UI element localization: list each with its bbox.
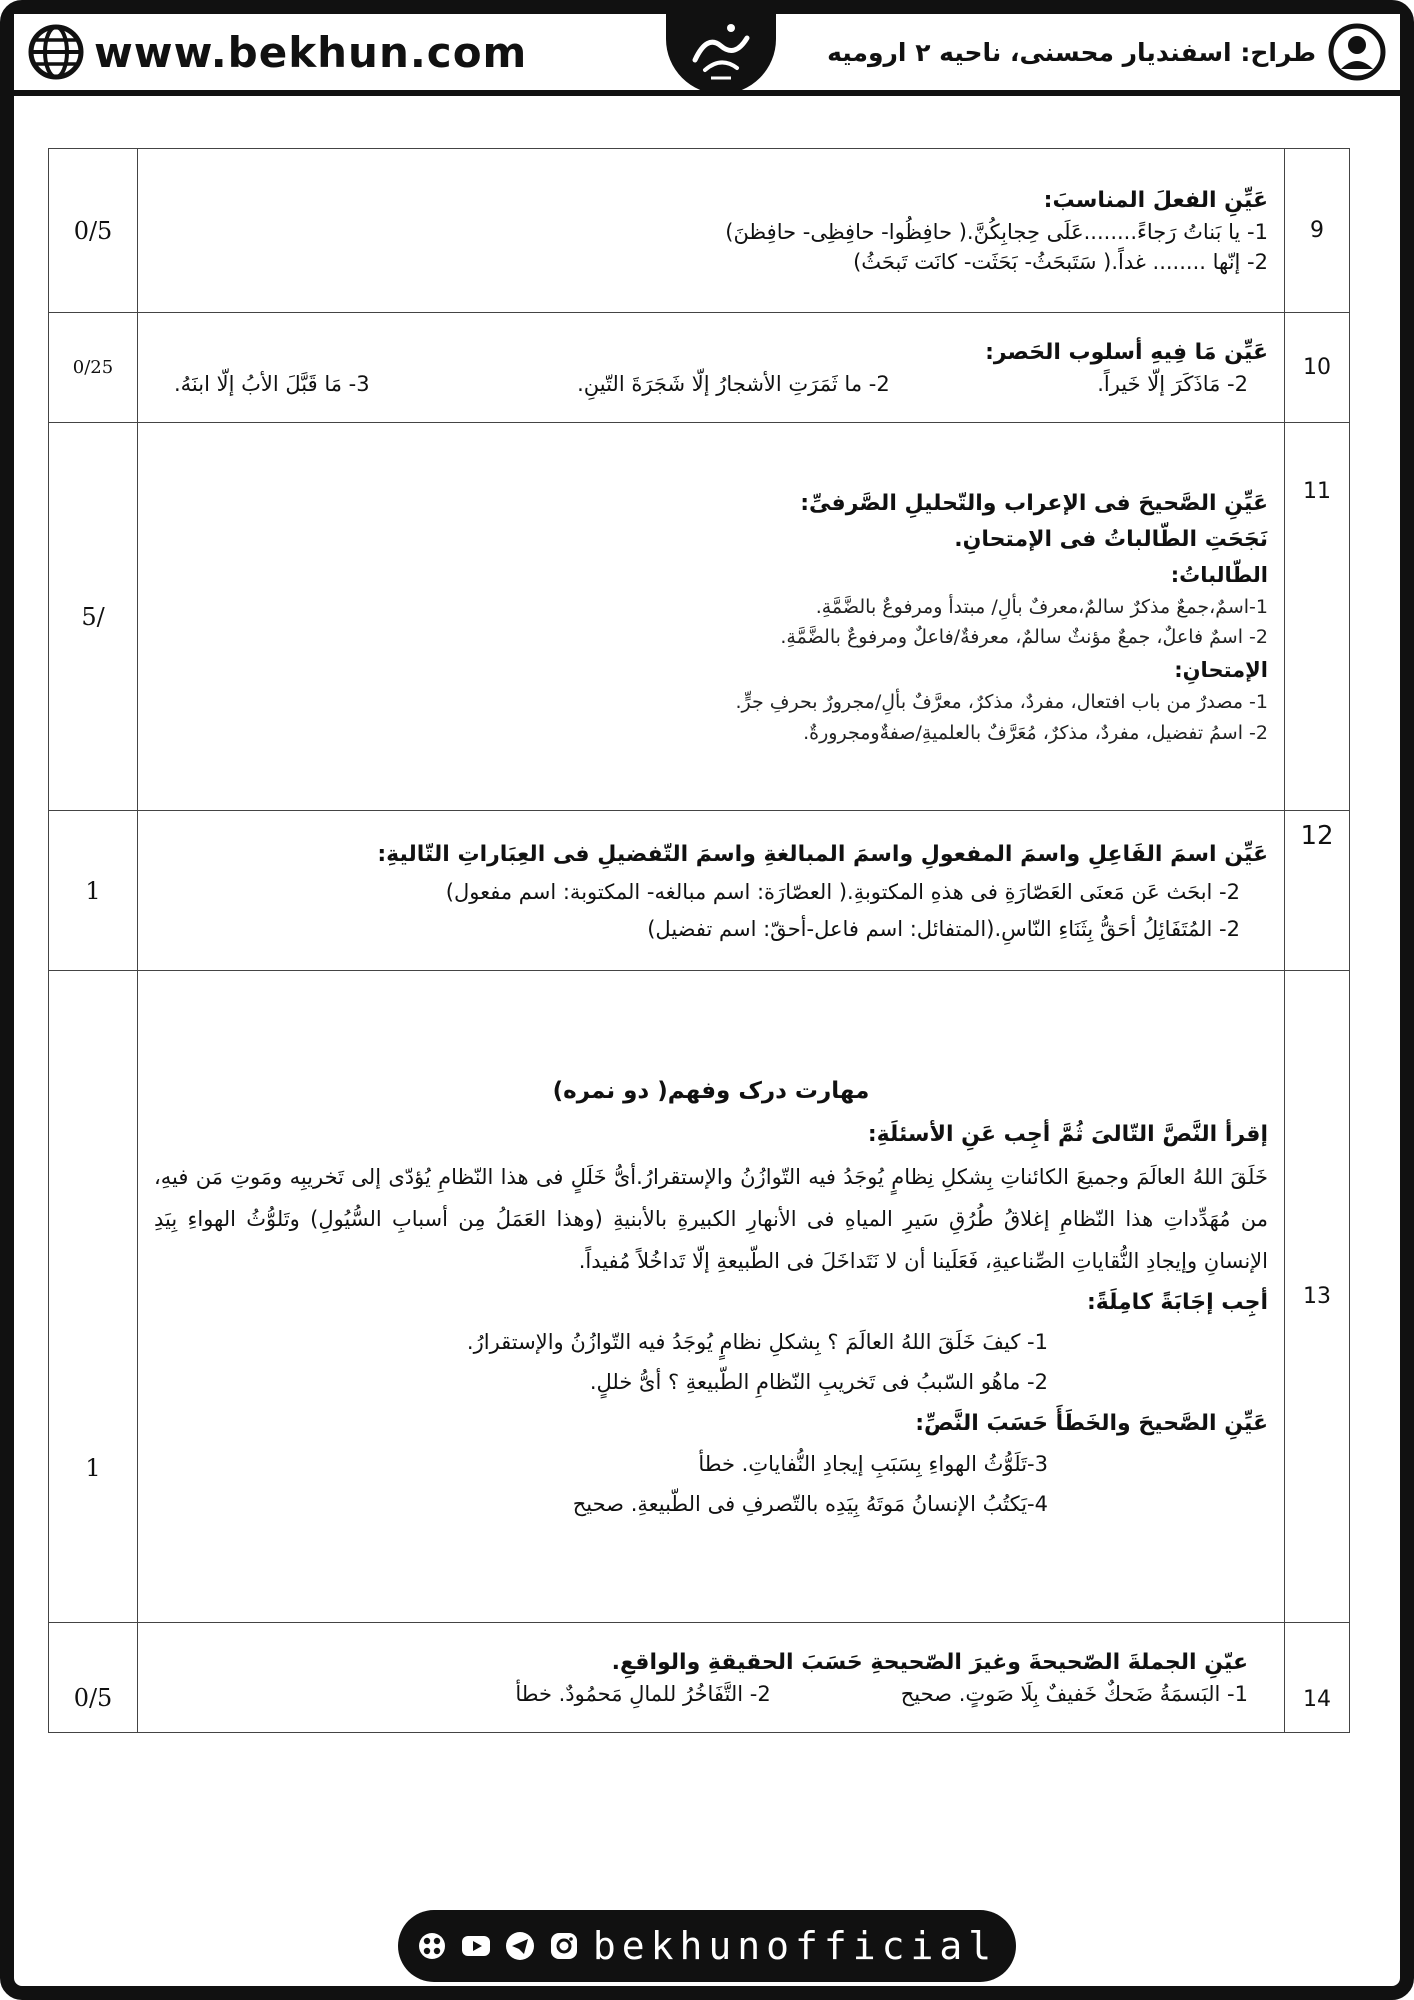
question-number: 12 (1285, 811, 1350, 971)
question-instruction: عَيِّن مَا فِيهِ أسلوب الحَصر: (985, 340, 1268, 366)
comprehension-question: 2- ماهُو السّببُ فی تَخريبِ النّظامِ الطّبيعةِ ؟ أیُّ خللٍ. (589, 1370, 1048, 1395)
question-row (49, 811, 1350, 971)
footer-social (398, 1910, 1016, 1982)
question-instruction: عَيِّنِ الفعلَ المناسبَ: (1043, 188, 1268, 214)
question-instruction: عَيِّن اسمَ الفَاعِلِ واسمَ المفعولِ واسمَ المبالغةِ واسمَ التّفضيلِ فی العِبَاراتِ التّاليةِ: (377, 841, 1268, 867)
telegram-icon[interactable] (505, 1931, 535, 1961)
question-instruction: إقرأ النَّصَّ التّالیَ ثُمَّ أجِب عَنِ الأسئلَةِ: (867, 1121, 1268, 1147)
question-item: 2- المُتَفَائِلُ أحَقُّ بِثَنَاءِ النّاسِ.(المتفائل: اسم فاعل-أحقّ: اسم تفضيل) (647, 916, 1240, 941)
question-row (49, 313, 1350, 423)
option: 1- البَسمَةُ ضَحكٌ خَفيفٌ بِلَا صَوتٍ. صحيح (900, 1682, 1248, 1707)
user-icon (1328, 23, 1386, 81)
option: 2- مَاذَكَرَ إلّا خَيراً. (1097, 372, 1248, 397)
analysis-option: 2- اسمٌ فاعلٌ، جمعٌ مؤنثٌ سالمٌ، معرفةٌ/فاعلٌ ومرفوعٌ بالضَّمَّةِ. (780, 626, 1268, 649)
analysis-option: 1-اسمٌ،جمعٌ مذكرٌ سالمٌ،معرفٌ بألِ/ مبتدأ ومرفوعٌ بالضَّمَّةِ. (815, 595, 1268, 618)
section-title: مهارت درک وفهم( دو نمره) (552, 1078, 870, 1105)
word-label: الطّالباتُ: (1170, 562, 1268, 587)
instagram-icon[interactable] (549, 1931, 579, 1961)
question-instruction: أجِب إجَابَةً كامِلَةً: (1086, 1289, 1268, 1315)
site-link[interactable] (28, 22, 527, 82)
question-number: 10 (1285, 313, 1350, 423)
youtube-icon[interactable] (461, 1931, 491, 1961)
question-score: 1 (49, 811, 138, 971)
question-number: 11 (1285, 423, 1350, 811)
options-row (154, 369, 1268, 399)
question-score: 0/5 (49, 1623, 138, 1733)
question-row (49, 149, 1350, 313)
analysis-option: 2- اسمُ تفضيل، مفردٌ، مذكرٌ، مُعَرَّفٌ بالعلميةِ/صفةٌومجرورةٌ. (803, 721, 1268, 744)
question-score: /5 (49, 423, 138, 811)
true-false-item: 3-تَلَوُّثُ الهواءِ بِسَبَبِ إيجادِ النُّفاياتِ. خطأ (698, 1452, 1048, 1477)
question-number: 13 (1285, 971, 1350, 1623)
logo-calligraphy-icon (681, 16, 761, 86)
question-item: 1- يا بَناتُ رَجاءً........عَلَى حِجابِكُنَّ.( حافِظُوا- حافِظِی- حافِظنَ) (725, 220, 1268, 244)
options-row (154, 1679, 1268, 1709)
question-row (49, 423, 1350, 811)
option: 2- التَّفَاخُرُ للمالِ مَحمُودٌ. خطأ (515, 1682, 771, 1707)
question-content (138, 313, 1285, 423)
exam-table (48, 148, 1350, 1733)
question-number: 14 (1285, 1623, 1350, 1733)
analysis-option: 1- مصدرٌ من باب افتعال، مفردٌ، مذكرٌ، معرَّفٌ بألِ/مجرورٌ بحرفِ جرٍّ. (735, 691, 1268, 714)
site-url: www.bekhun.com (94, 27, 528, 77)
question-row (49, 971, 1350, 1623)
question-content (138, 971, 1285, 1623)
header (14, 14, 1400, 96)
designer-credit (827, 22, 1386, 82)
question-content (138, 1623, 1285, 1733)
question-item: 2- إنّها ........ غداً.( سَتَبحَثُ- بَحَثَت- كانَت تَبحَثُ) (853, 250, 1268, 275)
question-content (138, 811, 1285, 971)
true-false-item: 4-يَكتُبُ الإنسانُ مَوتَهُ بِيَدِه بالتّصرفِ فی الطّبيعةِ. صحيح (572, 1491, 1048, 1516)
option: 3- مَا قَبَّلَ الأبُ إلّا ابنَهُ. (174, 372, 370, 397)
question-sentence: نَجَحَتِ الطّالباتُ فی الإمتحانِ. (954, 526, 1268, 552)
option: 2- ما ثَمَرَتِ الأشجارُ إلّا شَجَرَةَ التّينِ. (577, 372, 890, 397)
question-instruction: عيّنِ الجملةَ الصّحيحةَ وغيرَ الصّحيحةِ حَسَبَ الحقيقةِ والواقعِ. (611, 1650, 1248, 1676)
question-instruction: عَيِّنِ الصَّحيحَ والخَطَأَ حَسَبَ النَّصِّ: (915, 1411, 1268, 1437)
question-content (138, 423, 1285, 811)
globe-icon (28, 24, 84, 80)
question-number: 9 (1285, 149, 1350, 313)
aparat-icon[interactable] (417, 1931, 447, 1961)
question-row (49, 1623, 1350, 1733)
question-item: 2- ابحَث عَن مَعنَی العَصّارَةِ فی هذهِ المكتوبةِ.( العصّارَة: اسم مبالغه- المكتوبة: اسم مفعول) (445, 880, 1240, 904)
reading-passage: خَلَقَ اللهُ العالَمَ وجميعَ الكائناتِ بِشكلِ نِظامٍ يُوجَدُ فيه التّوازُنُ والإستقرارُ.أیُّ خَلَلٍ فی هذا النّظامِ يُؤدّی إلی تَخريبِه ومَوتِ مَن فيهِ، من مُهَدِّداتِ هذا النّظامِ إغلاقُ طُرُقِ سَيرِ المياهِ فی الأنهارِ الكبيرةِ بالأبنيةِ (وهذا العَمَلُ مِن أسبابِ السُّيُولِ) وتَلوُّثُ الهواءِ بِيَدِ الإنسانِ وإيجادِ النُّقاياتِ الصِّناعيةِ، فَعَلَينا أن لا نَتَداخَلَ فی الطّبيعةِ إلّا تَداخُلاً مُفيداً. (154, 1164, 1268, 1273)
word-label: الإمتحانِ: (1174, 658, 1268, 683)
social-handle[interactable]: bekhunofficial (592, 1924, 998, 1968)
logo (666, 8, 776, 94)
question-score: 0/5 (49, 149, 138, 313)
question-content (138, 149, 1285, 313)
designer-text: طراح: اسفندیار محسنی، ناحیه ۲ ارومیه (827, 37, 1316, 67)
question-score: 0/25 (49, 313, 138, 423)
question-score: 1 (49, 971, 138, 1623)
comprehension-question: 1- كيفَ خَلَقَ اللهُ العالَمَ ؟ بِشكلِ نظامٍ يُوجَدُ فيه التّوازُنُ والإستقرارُ. (466, 1330, 1048, 1355)
question-instruction: عَيِّنِ الصَّحيحَ فی الإعراب والتّحليلِ الصَّرفیِّ: (800, 491, 1268, 517)
